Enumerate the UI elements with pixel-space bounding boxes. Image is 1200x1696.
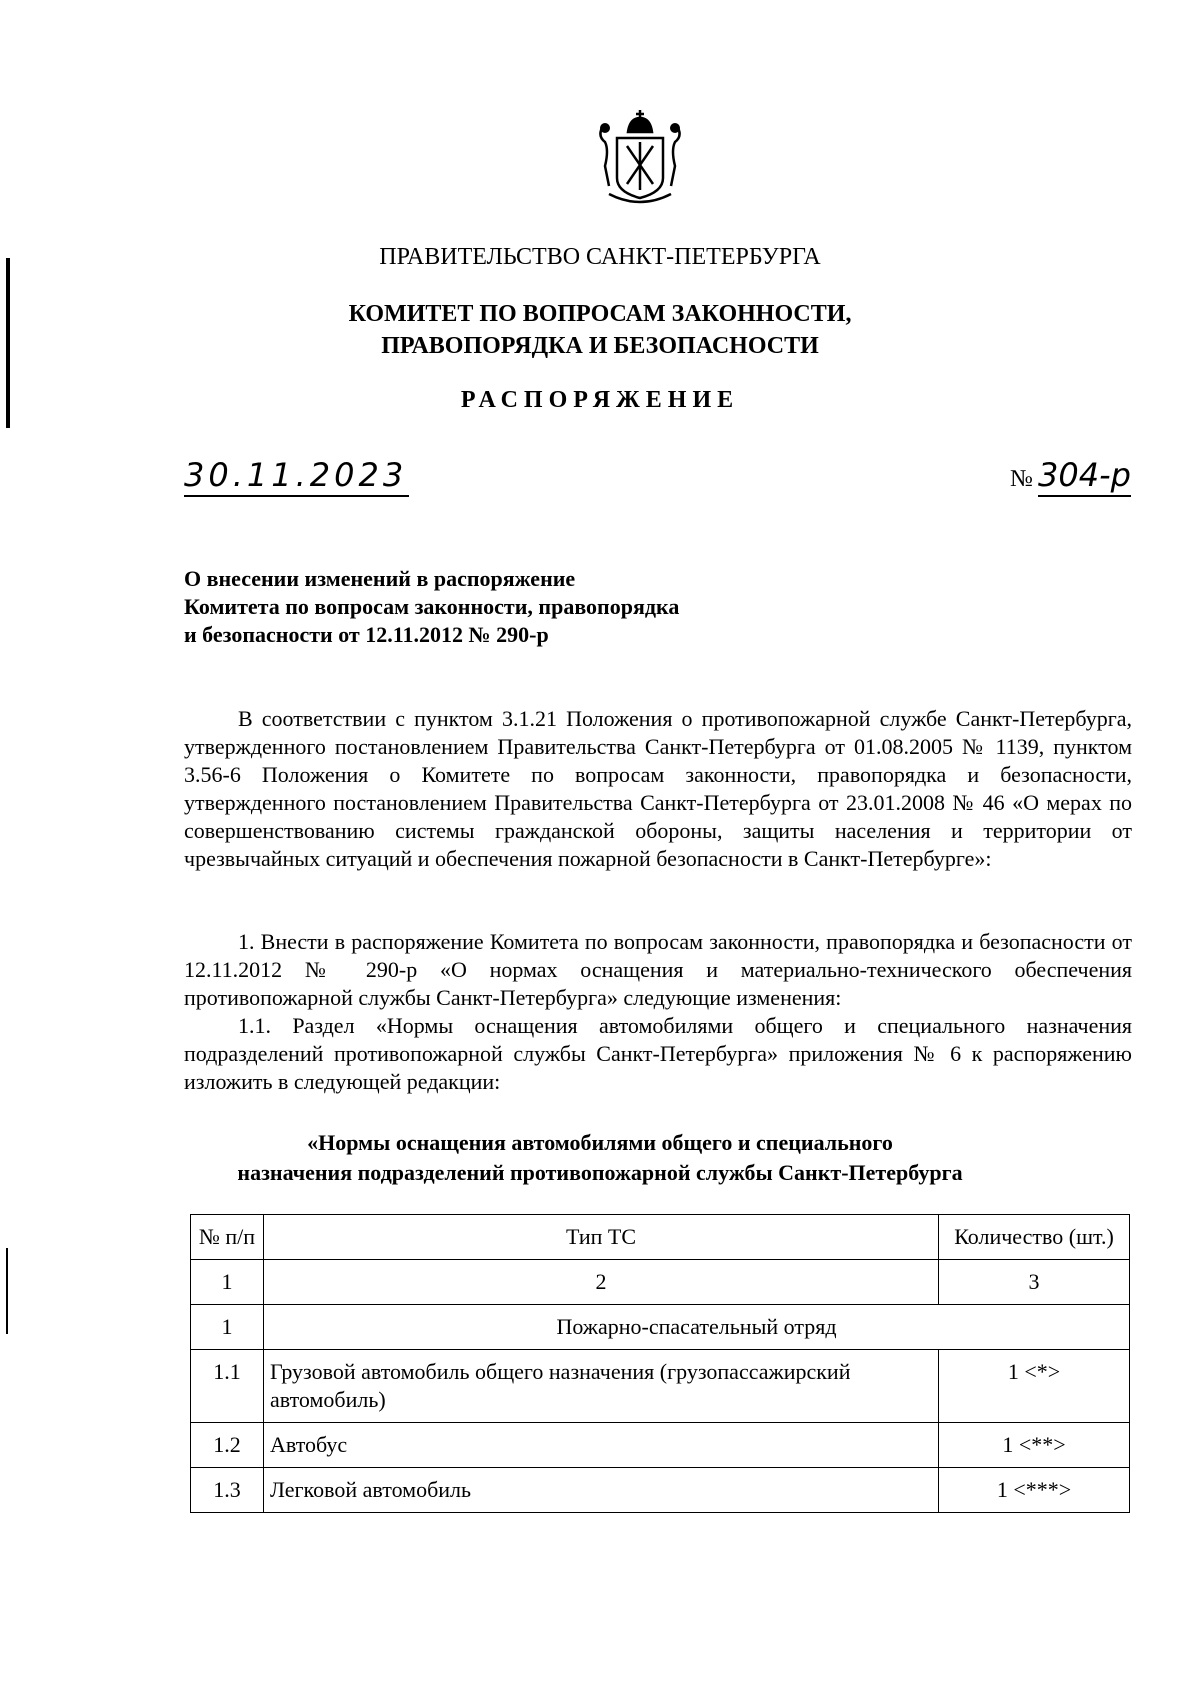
subject-line-1: О внесении изменений в распоряжение (184, 566, 576, 591)
committee-name (0, 298, 1200, 362)
document-number: 304-р (1038, 455, 1131, 497)
table-row (191, 1423, 1130, 1468)
committee-line-2: ПРАВОПОРЯДКА И БЕЗОПАСНОСТИ (381, 333, 819, 359)
row-num: 1.1 (191, 1350, 264, 1423)
document-type: РАСПОРЯЖЕНИЕ (460, 387, 740, 413)
column-number-3: 3 (939, 1260, 1130, 1305)
header-num: № п/п (191, 1215, 264, 1260)
table-title-line-2: назначения подразделений противопожарной службы Санкт-Петербурга (237, 1160, 963, 1185)
table-header-row (191, 1215, 1130, 1260)
table-title-line-1: «Нормы оснащения автомобилями общего и специального (307, 1130, 893, 1155)
scan-edge-mark (6, 1248, 8, 1334)
header-type: Тип ТС (264, 1215, 939, 1260)
vehicle-norms-table (190, 1214, 1130, 1513)
table-title (0, 1128, 1200, 1188)
subject-line-2: Комитета по вопросам законности, правопорядка (184, 594, 680, 619)
table-row (191, 1350, 1130, 1423)
document-subject (184, 565, 679, 649)
row-type: Грузовой автомобиль общего назначения (грузопассажирский автомобиль) (264, 1350, 939, 1423)
row-qty: 1 <**> (939, 1423, 1130, 1468)
header-qty: Количество (шт.) (939, 1215, 1130, 1260)
column-number-2: 2 (264, 1260, 939, 1305)
saint-petersburg-coat-of-arms-icon (595, 106, 685, 212)
row-type: Легковой автомобиль (264, 1468, 939, 1513)
item-1-1-paragraph: 1.1. Раздел «Нормы оснащения автомобилями общего и специального назначения подразделений противопожарной службы Санкт-Петербурга» приложения № 6 к распоряжению изложить в следующей редакции: (184, 1013, 1132, 1094)
committee-line-1: КОМИТЕТ ПО ВОПРОСАМ ЗАКОННОСТИ, (348, 301, 852, 327)
row-type: Автобус (264, 1423, 939, 1468)
section-title: Пожарно-спасательный отряд (264, 1305, 1130, 1350)
document-date: 30.11.2023 (184, 455, 409, 497)
preamble-paragraph: В соответствии с пунктом 3.1.21 Положения о противопожарной службе Санкт-Петербурга, утвержденного постановлением Правительства Санкт-Петербурга от 01.08.2005 № 1139, пунктом 3.56-6 Положения о Комитете по вопросам законности, правопорядка и безопасности, утвержденного постановлением Правительства Санкт-Петербурга от 23.01.2008 № 46 «О мерах по совершенствованию системы гражданской обороны, защиты населения и территории от чрезвычайных ситуаций и обеспечения пожарной безопасности в Санкт-Петербурге»: (184, 706, 1132, 871)
item-1-paragraph: 1. Внести в распоряжение Комитета по вопросам законности, правопорядка и безопасности от 12.11.2012 № 290-р «О нормах оснащения и материально-технического обеспечения противопожарной службы Санкт-Петербурга» следующие изменения: (184, 929, 1132, 1010)
column-number-1: 1 (191, 1260, 264, 1305)
subject-line-3: и безопасности от 12.11.2012 № 290-р (184, 622, 549, 647)
row-num: 1.3 (191, 1468, 264, 1513)
government-name: ПРАВИТЕЛЬСТВО САНКТ-ПЕТЕРБУРГА (379, 244, 821, 270)
row-qty: 1 <*> (939, 1350, 1130, 1423)
row-num: 1.2 (191, 1423, 264, 1468)
number-label: № (1010, 466, 1033, 492)
section-num: 1 (191, 1305, 264, 1350)
column-number-row (191, 1260, 1130, 1305)
section-row (191, 1305, 1130, 1350)
table-row (191, 1468, 1130, 1513)
row-qty: 1 <***> (939, 1468, 1130, 1513)
